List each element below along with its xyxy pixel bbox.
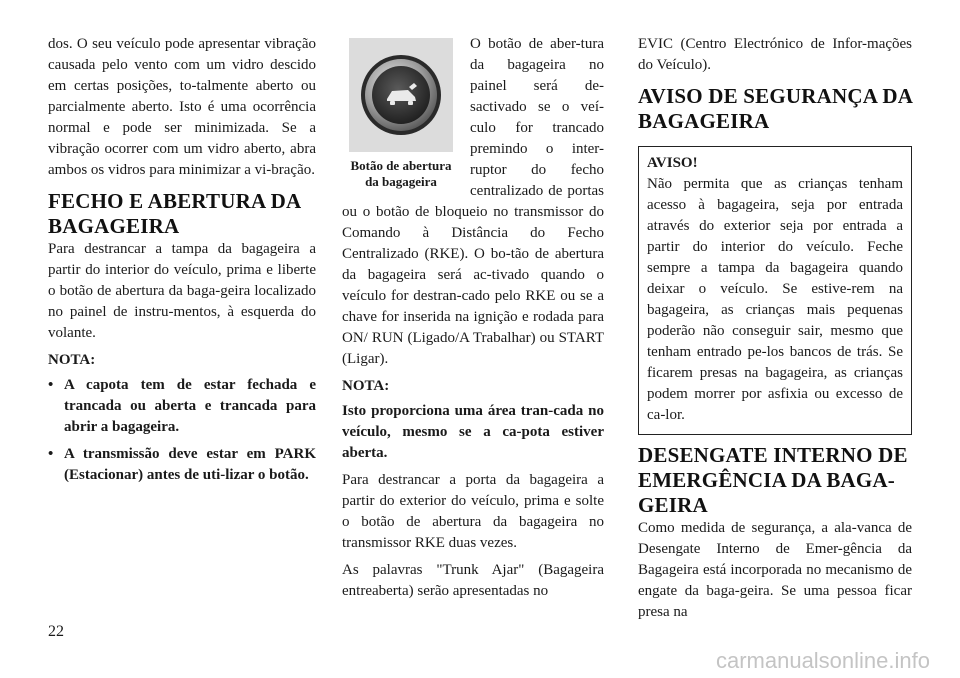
column-left [48,34,316,492]
watermark: carmanualsonline.info [715,648,930,673]
note-label: NOTA: [48,352,96,368]
emergency-release-paragraph: Como medida de segurança, a ala-vanca de Desengate Interno de Emer-gência da Bagageira está incorporada no mecanismo de engate da baga-geira. Se uma pessoa ficar presa na [638,520,912,620]
column-right [638,34,912,629]
note-item: • A transmissão deve estar em PARK (Estacionar) antes de uti-lizar o botão. [48,444,316,486]
note-label: NOTA: [342,378,390,394]
section-heading-trunk-safety: AVISO DE SEGURANÇA DA BAGAGEIRA [638,84,912,133]
trunk-button-figure [342,38,460,190]
note-item: • A capota tem de estar fechada e trancada ou aberta e trancada para abrir a bagageira. [48,375,316,438]
note-list [48,375,316,486]
trunk-button-photo [349,38,453,152]
intro-paragraph: dos. O seu veículo pode apresentar vibração causada pelo vento com um vidro descido em certas posições, to-talmente aberto ou parcialmente aberto. Isto é uma ocorrência normal e pode ser minimizada. Se a vibração ocorrer com um vidro aberto, abra ambos os vidros para minimizar a vi-bração. [48,36,316,178]
warning-title: AVISO! [647,155,698,171]
trunk-release-button-icon [359,53,443,137]
section-heading-trunk-lock: FECHO E ABERTURA DA BAGAGEIRA [48,189,301,238]
note-text: Isto proporciona uma área tran-cada no veículo, mesmo se a ca-pota estiver aberta. [342,403,604,461]
trunk-ajar-paragraph: As palavras "Trunk Ajar" (Bagageira entreaberta) serão apresentadas no [342,562,604,599]
warning-body: Não permita que as crianças tenham acesso à bagageira, seja por entrada através do exterior seja por entrada a partir do interior do veículo. Feche sempre a tampa da bagageira quando deixar o veículo. Se estive-rem na bagageira, as crianças mais pequenas poderão não conseguir sair, mesmo que tenham entrado pe-los bancos de trás. Se ficarem presas na bagageira, as crianças podem morrer por asfixia ou excesso de ca-lor. [647,176,903,423]
warning-box [638,146,912,435]
button-deactivation-paragraph: O botão de aber-tura da bagageira no painel será de-sactivado se o veí-culo for trancado premindo o inter-ruptor do fecho centralizado de portas ou o botão de bloqueio no transmissor do Comando à Distância do Fecho Centralizado (RKE). O bo-tão de abertura da bagageira será ac-tivado quando o veículo for destran-cado pelo RKE ou se a chave for inserida na ignição e rodada para ON/ RUN (Ligado/A Trabalhar) ou START (Ligar). [342,36,604,367]
trunk-unlock-paragraph: Para destrancar a tampa da bagageira a partir do interior do veículo, prima e liberte o botão de abertura da baga-geira localizado no painel de instru-mentos, à esquerda do volante. [48,241,316,341]
continuation-paragraph: EVIC (Centro Electrónico de Infor-mações do Veículo). [638,36,912,73]
page-number: 22 [48,623,64,640]
exterior-unlock-paragraph: Para destrancar a porta da bagageira a partir do exterior do veículo, prima e solte o botão de abertura da bagageira no transmissor RKE duas vezes. [342,472,604,551]
section-heading-emergency-release: DESENGATE INTERNO DE EMERGÊNCIA DA BAGA-GEIRA [638,443,908,517]
column-middle [342,34,604,608]
figure-caption: Botão de abertura da bagageira [350,158,452,189]
